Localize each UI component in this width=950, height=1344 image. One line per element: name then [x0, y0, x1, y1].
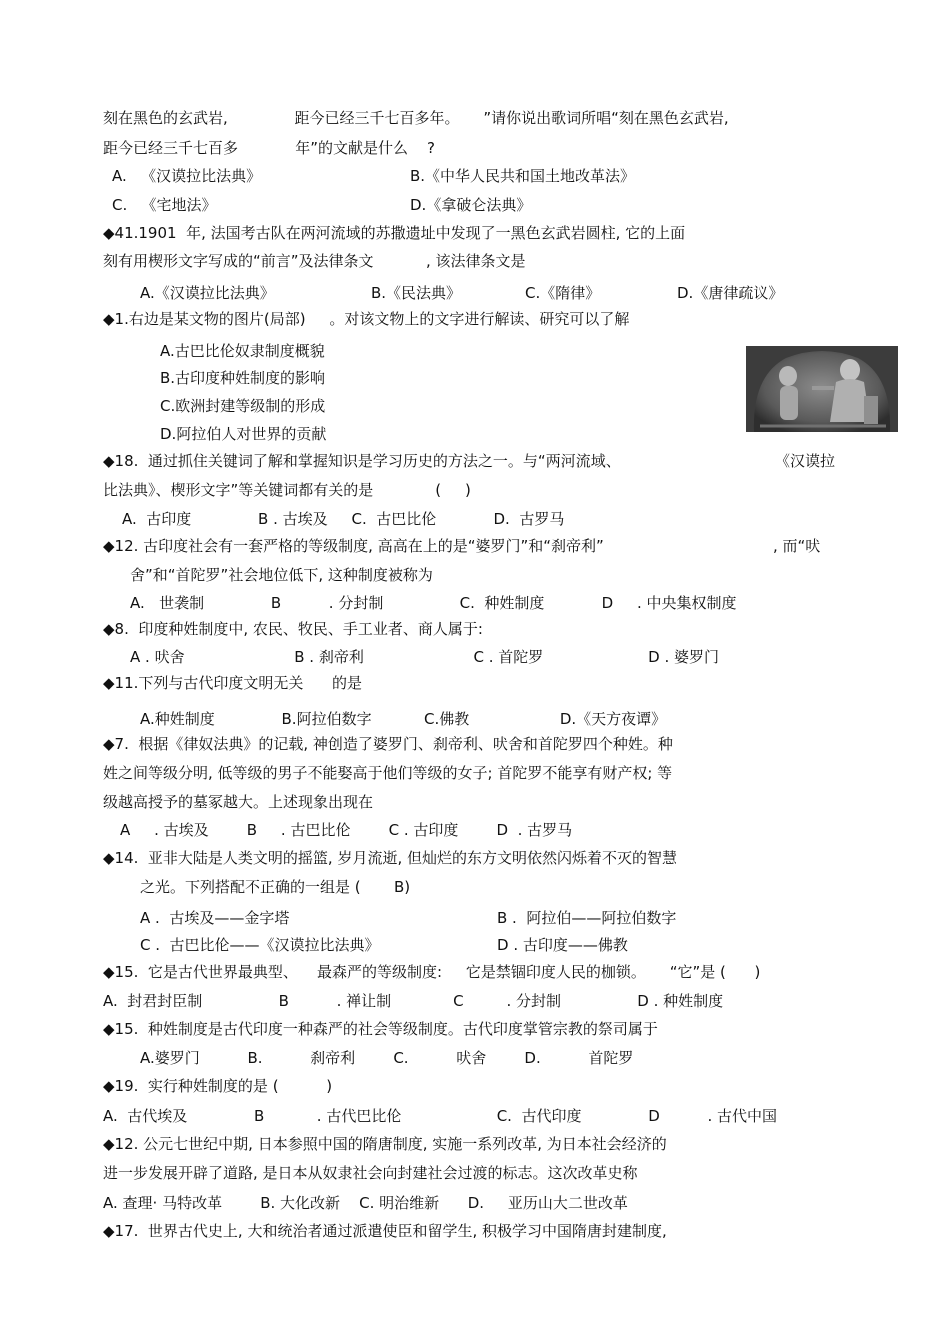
option-d: D.《唐律疏议》	[677, 284, 784, 302]
option-d: D . 古印度——佛教	[497, 936, 628, 954]
text-line: 进一步发展开辟了道路, 是日本从奴隶社会向封建社会过渡的标志。这次改革史称	[103, 1164, 638, 1182]
text-line: 舍”和“首陀罗”社会地位低下, 这种制度被称为	[130, 566, 433, 584]
artifact-image	[746, 346, 898, 432]
stone-relief-icon	[746, 346, 898, 432]
text-line: 比法典》、楔形文字”等关键词都有关的是 ( )	[103, 481, 471, 499]
option-c: C.欧洲封建等级制的形成	[160, 397, 326, 415]
text-line: , 而“吠	[773, 537, 821, 555]
option-b: B.《中华人民共和国土地改革法》	[410, 167, 636, 185]
text-line: 之光。下列搭配不正确的一组是 ( B)	[140, 878, 411, 896]
option-a: A.《汉谟拉比法典》	[140, 284, 275, 302]
option-b: B.《民法典》	[371, 284, 462, 302]
option-b: B . 阿拉伯——阿拉伯数字	[497, 909, 677, 927]
text-line: 姓之间等级分明, 低等级的男子不能娶高于他们等级的女子; 首陀罗不能享有财产权; 等	[103, 764, 673, 782]
question-line: ◆17. 世界古代史上, 大和统治者通过派遣使臣和留学生, 积极学习中国隋唐封建制度,	[103, 1222, 667, 1240]
options-line: A. 古印度 B . 古埃及 C. 古巴比伦 D. 古罗马	[122, 510, 565, 528]
options-line: A . 古埃及 B . 古巴比伦 C . 古印度 D . 古罗马	[120, 821, 573, 839]
text-line: 《汉谟拉	[775, 452, 836, 470]
options-line: A. 查理· 马特改革 B. 大化改新 C. 明治维新 D. 亚历山大二世改革	[103, 1194, 628, 1212]
option-d: D.《拿破仑法典》	[410, 196, 532, 214]
question-line: ◆8. 印度种姓制度中, 农民、牧民、手工业者、商人属于:	[103, 620, 483, 638]
question-line: ◆41.1901 年, 法国考古队在两河流域的苏撒遗址中发现了一黑色玄武岩圆柱, 它的上面	[103, 224, 686, 242]
option-c: C . 古巴比伦——《汉谟拉比法典》	[140, 936, 380, 954]
text-line: 刻有用楔形文字写成的“前言”及法律条文 , 该法律条文是	[103, 252, 526, 270]
options-line: A . 吠舍 B . 刹帝利 C . 首陀罗 D . 婆罗门	[130, 648, 720, 666]
option-a: A . 古埃及——金字塔	[140, 909, 290, 927]
question-line: ◆12. 公元七世纪中期, 日本参照中国的隋唐制度, 实施一系列改革, 为日本社会经济的	[103, 1135, 667, 1153]
options-line: A.婆罗门 B. 刹帝利 C. 吠舍 D. 首陀罗	[140, 1049, 634, 1067]
question-line: ◆15. 它是古代世界最典型、 最森严的等级制度: 它是禁锢印度人民的枷锁。 “它”是 ( )	[103, 963, 761, 981]
question-line: ◆14. 亚非大陆是人类文明的摇篮, 岁月流逝, 但灿烂的东方文明依然闪烁着不灭的智慧	[103, 849, 678, 867]
option-c: C. 《宅地法》	[112, 196, 217, 214]
option-b: B.古印度种姓制度的影响	[160, 369, 326, 387]
text-line: 距今已经三千七百多 年”的文献是什么 ?	[103, 139, 436, 157]
text-line: 刻在黑色的玄武岩, 距今已经三千七百多年。 ”请你说出歌词所唱“刻在黑色玄武岩,	[103, 109, 729, 127]
question-line: ◆12. 古印度社会有一套严格的等级制度, 高高在上的是“婆罗门”和“刹帝利”	[103, 537, 604, 555]
question-line: ◆1.右边是某文物的图片(局部) 。对该文物上的文字进行解读、研究可以了解	[103, 310, 630, 328]
question-line: ◆7. 根据《律奴法典》的记载, 神创造了婆罗门、刹帝利、吠舍和首陀罗四个种姓。种	[103, 735, 673, 753]
text-line: 级越高授予的墓冢越大。上述现象出现在	[103, 793, 374, 811]
options-line: A.种姓制度 B.阿拉伯数字 C.佛教 D.《天方夜谭》	[140, 710, 667, 728]
question-line: ◆19. 实行种姓制度的是 ( )	[103, 1077, 333, 1095]
question-line: ◆18. 通过抓住关键词了解和掌握知识是学习历史的方法之一。与“两河流域、	[103, 452, 621, 470]
option-a: A.古巴比伦奴隶制度概貌	[160, 342, 325, 360]
question-line: ◆15. 种姓制度是古代印度一种森严的社会等级制度。古代印度掌管宗教的祭司属于	[103, 1020, 658, 1038]
options-line: A. 古代埃及 B . 古代巴比伦 C. 古代印度 D . 古代中国	[103, 1107, 777, 1125]
options-line: A. 世袭制 B . 分封制 C. 种姓制度 D . 中央集权制度	[130, 594, 737, 612]
option-a: A. 《汉谟拉比法典》	[112, 167, 262, 185]
option-d: D.阿拉伯人对世界的贡献	[160, 425, 327, 443]
question-line: ◆11.下列与古代印度文明无关 的是	[103, 674, 363, 692]
option-c: C.《隋律》	[525, 284, 601, 302]
options-line: A. 封君封臣制 B . 禅让制 C . 分封制 D . 种姓制度	[103, 992, 724, 1010]
